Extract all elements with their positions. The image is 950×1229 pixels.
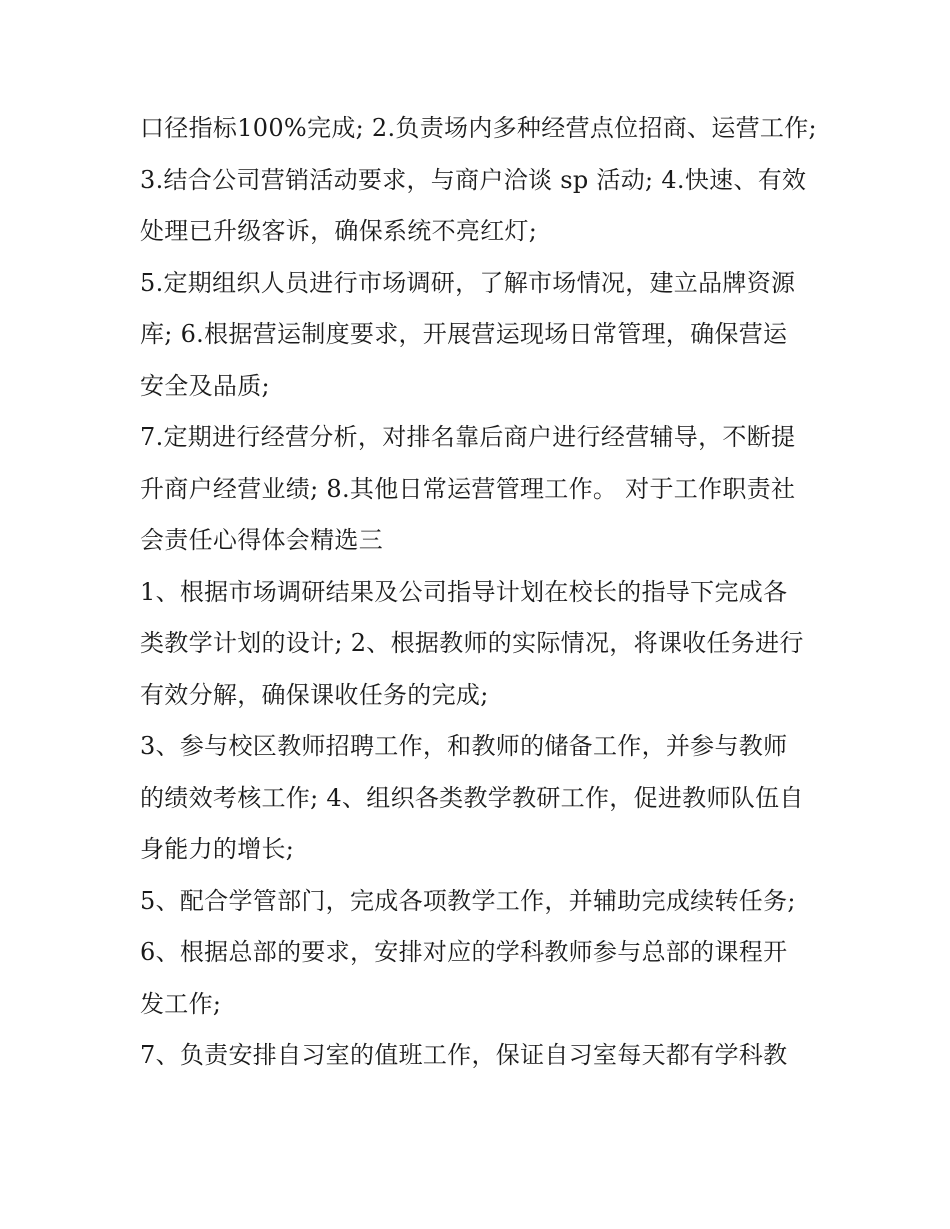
text-line: 的绩效考核工作; 4、组织各类教学教研工作，促进教师队伍自 [140, 783, 804, 812]
text-line: 7.定期进行经营分析，对排名靠后商户进行经营辅导，不断提 [140, 423, 796, 451]
text-line: 5.定期组织人员进行市场调研，了解市场情况，建立品牌资源 [140, 268, 796, 297]
text-line: 3、参与校区教师招聘工作，和教师的储备工作，并参与教师 [140, 732, 788, 760]
text-line: 有效分解，确保课收任务的完成; [140, 680, 489, 709]
text-line: 处理已升级客诉，确保系统不亮红灯; [140, 217, 538, 245]
text-line: 6、根据总部的要求，安排对应的学科教师参与总部的课程开 [140, 938, 788, 966]
text-line: 类教学计划的设计; 2、根据教师的实际情况，将课收任务进行 [140, 629, 804, 657]
text-line: 5、配合学管部门，完成各项教学工作，并辅助完成续转任务; [140, 886, 796, 915]
text-line: 3.结合公司营销活动要求，与商户洽谈 sp 活动; 4.快速、有效 [140, 165, 807, 194]
text-line: 发工作; [140, 989, 222, 1018]
document-body [140, 103, 820, 1082]
text-line: 口径指标100%完成; 2.负责场内多种经营点位招商、运营工作; [140, 114, 817, 142]
text-line: 会责任心得体会精选三 [140, 526, 383, 554]
text-line: 安全及品质; [140, 371, 270, 400]
text-line: 升商户经营业绩; 8.其他日常运营管理工作。 对于工作职责社 [140, 474, 796, 503]
text-line: 身能力的增长; [140, 835, 295, 863]
text-line: 1、根据市场调研结果及公司指导计划在校长的指导下完成各 [140, 577, 788, 606]
text-line: 库; 6.根据营运制度要求，开展营运现场日常管理，确保营运 [140, 320, 788, 348]
text-line: 7、负责安排自习室的值班工作，保证自习室每天都有学科教 [140, 1041, 788, 1069]
